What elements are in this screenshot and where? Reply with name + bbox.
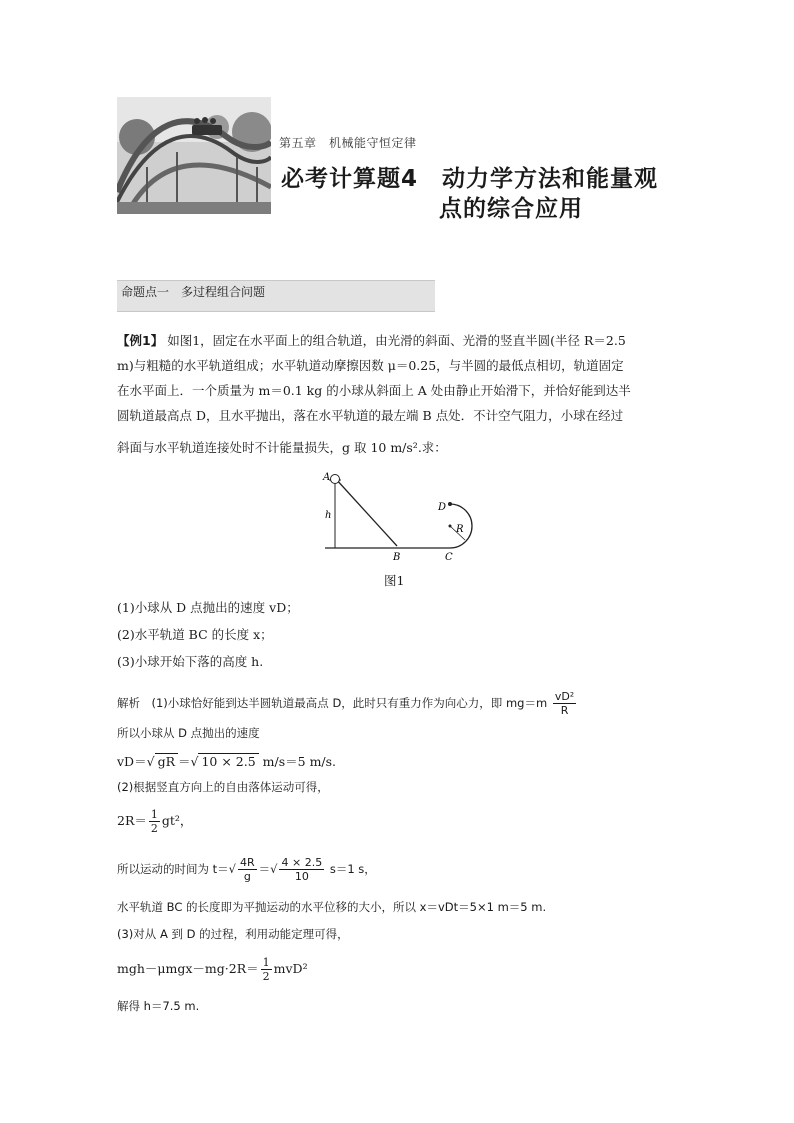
- label-h: h: [325, 510, 332, 521]
- roller-coaster-photo: [117, 97, 271, 214]
- solution-line-5: [117, 808, 192, 835]
- fraction-denominator: 2: [150, 822, 158, 835]
- solution-line-1: [117, 690, 578, 717]
- solution-line-4: (2)根据竖直方向上的自由落体运动可得，: [117, 780, 329, 794]
- label-r: R: [456, 524, 464, 535]
- fraction-denominator: 2: [262, 970, 270, 983]
- equals: ＝: [258, 862, 271, 876]
- problem-line-1: [117, 331, 626, 349]
- problem-line-4: 圆轨道最高点 D，且水平抛出，落在水平轨道的最左端 B 点处．不计空气阻力，小球在经过: [117, 408, 624, 423]
- solution-line-7: 水平轨道 BC 的长度即为平抛运动的水平位移的大小，所以 x＝vDt＝5×1 m＝5 m.: [117, 900, 547, 914]
- fraction-numerator: 4 × 2.5: [281, 856, 323, 869]
- solution-line-9: [117, 956, 308, 983]
- sqrt-gr: gR: [155, 753, 178, 769]
- half-fraction: [261, 956, 272, 983]
- label-b: B: [393, 552, 401, 563]
- fraction-denominator: g: [243, 870, 251, 883]
- incline: [335, 478, 397, 546]
- solution-line-6: 所以运动的时间为 t＝√ $\frac{4R}{g}$ ＝√ $\frac{4 \times 2.5}{10}$ s＝1 s，: [117, 856, 376, 883]
- vd-label: vD＝: [117, 754, 147, 769]
- fraction-denominator: 10: [294, 870, 309, 883]
- energy-equation: mgh－μmgx－mg·2R＝: [117, 961, 259, 976]
- label-c: C: [445, 552, 453, 563]
- figure-caption: 图1: [384, 573, 405, 588]
- figure-1: [315, 468, 495, 568]
- fraction-denominator: R: [560, 704, 569, 717]
- solution-line-2: 所以小球从 D 点抛出的速度: [117, 726, 260, 740]
- fraction-numerator: vD²: [554, 690, 575, 703]
- ball: [331, 475, 340, 484]
- question-1: (1)小球从 D 点抛出的速度 vD；: [117, 600, 299, 615]
- fraction-numerator: 1: [262, 956, 270, 969]
- chapter-title: 第五章 机械能守恒定律: [279, 136, 417, 150]
- question-2: (2)水平轨道 BC 的长度 x；: [117, 627, 273, 642]
- solution-line-3: vD＝√ gR ＝√ 10 × 2.5 m/s＝5 m/s.: [117, 754, 337, 769]
- question-3: (3)小球开始下落的高度 h.: [117, 654, 264, 669]
- time-result: s＝1 s，: [326, 862, 376, 876]
- fraction-numerator: 1: [150, 808, 158, 821]
- point-d: [448, 502, 452, 506]
- problem-line-2: m)与粗糙的水平轨道组成；水平轨道动摩擦因数 μ＝0.25，与半圆的最低点相切，轨道固定: [117, 358, 624, 373]
- problem-text: 如图1，固定在水平面上的组合轨道，由光滑的斜面、光滑的竖直半圆(半径 R＝2.5: [167, 333, 626, 348]
- vd-result: m/s＝5 m/s.: [258, 754, 337, 769]
- problem-line-5: 斜面与水平轨道连接处时不计能量损失，g 取 10 m/s².求：: [117, 440, 447, 455]
- sqrt-values: 10 × 2.5: [198, 753, 258, 769]
- time-label: 所以运动的时间为 t＝: [117, 862, 229, 876]
- half-fraction: [149, 808, 160, 835]
- solution-line-8: (3)对从 A 到 D 的过程，利用动能定理可得，: [117, 927, 349, 941]
- equals: ＝: [177, 754, 191, 769]
- label-d: D: [438, 502, 447, 513]
- fraction-numerator: 4R: [240, 856, 255, 869]
- time-fraction-2: [279, 856, 324, 883]
- label-a: A: [323, 472, 331, 483]
- kinetic-energy: mvD²: [273, 961, 308, 976]
- section-label: 命题点一 多过程组合问题: [121, 285, 266, 299]
- page-title-line2: 点的综合应用: [439, 196, 583, 222]
- solution-text: 解析 (1)小球恰好能到达半圆轨道最高点 D，此时只有重力作为向心力，即 mg＝m: [117, 696, 548, 710]
- problem-line-3: 在水平面上．一个质量为 m＝0.1 kg 的小球从斜面上 A 处由静止开始滑下，并恰好能到达半: [117, 383, 631, 398]
- example-tag: 【例1】: [117, 333, 164, 348]
- solution-line-10: 解得 h＝7.5 m.: [117, 999, 200, 1013]
- gt-squared: gt²，: [161, 813, 193, 828]
- centripetal-fraction: [553, 690, 576, 717]
- two-r-label: 2R＝: [117, 813, 147, 828]
- time-fraction-1: [238, 856, 257, 883]
- page-title-line1: 必考计算题4 动力学方法和能量观: [281, 166, 659, 192]
